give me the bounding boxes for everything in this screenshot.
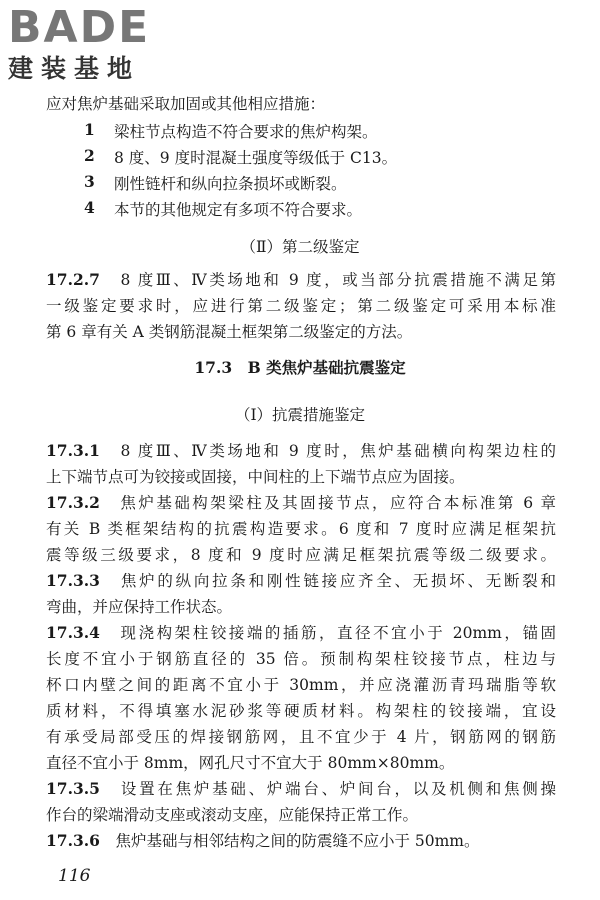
subheading-level-two: （Ⅱ）第二级鉴定: [240, 238, 360, 256]
item-number: 1: [84, 120, 95, 139]
item-number: 4: [84, 198, 95, 217]
clause-line: 直径不宜小于 8mm，网孔尺寸不宜大于 80mm×80mm。: [46, 754, 455, 772]
clause-17-3-2-line: [46, 491, 556, 513]
clause-line: 有承受局部受压的焊接钢筋网，且不宜少于 4 片，钢筋网的钢筋: [46, 728, 556, 746]
clause-text: 焦炉基础与相邻结构之间的防震缝不应小于 50mm。: [115, 832, 480, 850]
clause-text: 8 度Ⅲ、Ⅳ类场地和 9 度时，焦炉基础横向构架边柱的: [120, 442, 556, 460]
clause-line: 第 6 章有关 A 类钢筋混凝土框架第二级鉴定的方法。: [46, 323, 413, 341]
clause-17-3-3-line: [46, 569, 556, 591]
subheading-level-one: （Ⅰ）抗震措施鉴定: [234, 406, 366, 424]
clause-line: 弯曲，并应保持工作状态。: [46, 598, 233, 616]
item-number: 2: [84, 146, 95, 165]
clause-number: 17.3.1: [46, 441, 100, 460]
clause-17-3-4-line: [46, 621, 556, 643]
clause-text: 焦炉的纵向拉条和刚性链接应齐全、无损坏、无断裂和: [120, 572, 556, 590]
logo-subtitle: 建装基地: [8, 54, 141, 83]
clause-number: 17.2.7: [46, 270, 100, 289]
clause-line: 震等级三级要求，8 度和 9 度时应满足框架抗震等级二级要求。: [46, 546, 556, 564]
clause-17-2-7-line: [46, 268, 556, 290]
clause-line: 质材料，不得填塞水泥砂浆等硬质材料。构架柱的铰接端，宜设: [46, 702, 556, 720]
clause-line: 一级鉴定要求时，应进行第二级鉴定；第二级鉴定可采用本标准: [46, 297, 556, 315]
clause-text: 焦炉基础构架梁柱及其固接节点，应符合本标准第 6 章: [120, 494, 556, 512]
item-text: 8 度、9 度时混凝土强度等级低于 C13。: [114, 149, 398, 167]
clause-line: 上下端节点可为铰接或固接，中间柱的上下端节点应为固接。: [46, 468, 465, 486]
clause-line: 作台的梁端滑动支座或滚动支座，应能保持正常工作。: [46, 806, 419, 824]
logo-word: BADE: [8, 2, 151, 53]
clause-number: 17.3.2: [46, 493, 100, 512]
item-number: 3: [84, 172, 95, 191]
page-number: 116: [58, 866, 91, 886]
clause-17-3-1-line: [46, 439, 556, 461]
item-text: 梁柱节点构造不符合要求的焦炉构架。: [114, 123, 378, 141]
clause-text: 现浇构架柱铰接端的插筋，直径不宜小于 20mm，锚固: [120, 624, 556, 642]
intro-line: 应对焦炉基础采取加固或其他相应措施：: [46, 95, 326, 113]
clause-number: 17.3.6: [46, 831, 100, 850]
clause-17-3-6-line: [46, 829, 480, 851]
logo: [8, 4, 178, 86]
item-text: 刚性链杆和纵向拉条损坏或断裂。: [114, 175, 347, 193]
clause-text: 设置在焦炉基础、炉端台、炉间台，以及机侧和焦侧操: [120, 780, 556, 798]
clause-number: 17.3.4: [46, 623, 100, 642]
clause-text: 8 度Ⅲ、Ⅳ类场地和 9 度，或当部分抗震措施不满足第: [120, 271, 556, 289]
clause-17-3-5-line: [46, 777, 556, 799]
clause-number: 17.3.3: [46, 571, 100, 590]
clause-line: 长度不宜小于钢筋直径的 35 倍。预制构架柱铰接节点，柱边与: [46, 650, 556, 668]
clause-line: 有关 B 类框架结构的抗震构造要求。6 度和 7 度时应满足框架抗: [46, 520, 556, 538]
item-text: 本节的其他规定有多项不符合要求。: [114, 201, 363, 219]
clause-number: 17.3.5: [46, 779, 100, 798]
clause-line: 杯口内壁之间的距离不宜小于 30mm，并应浇灌沥青玛瑞脂等软: [46, 676, 556, 694]
section-heading: 17.3 B 类焦炉基础抗震鉴定: [194, 358, 406, 377]
